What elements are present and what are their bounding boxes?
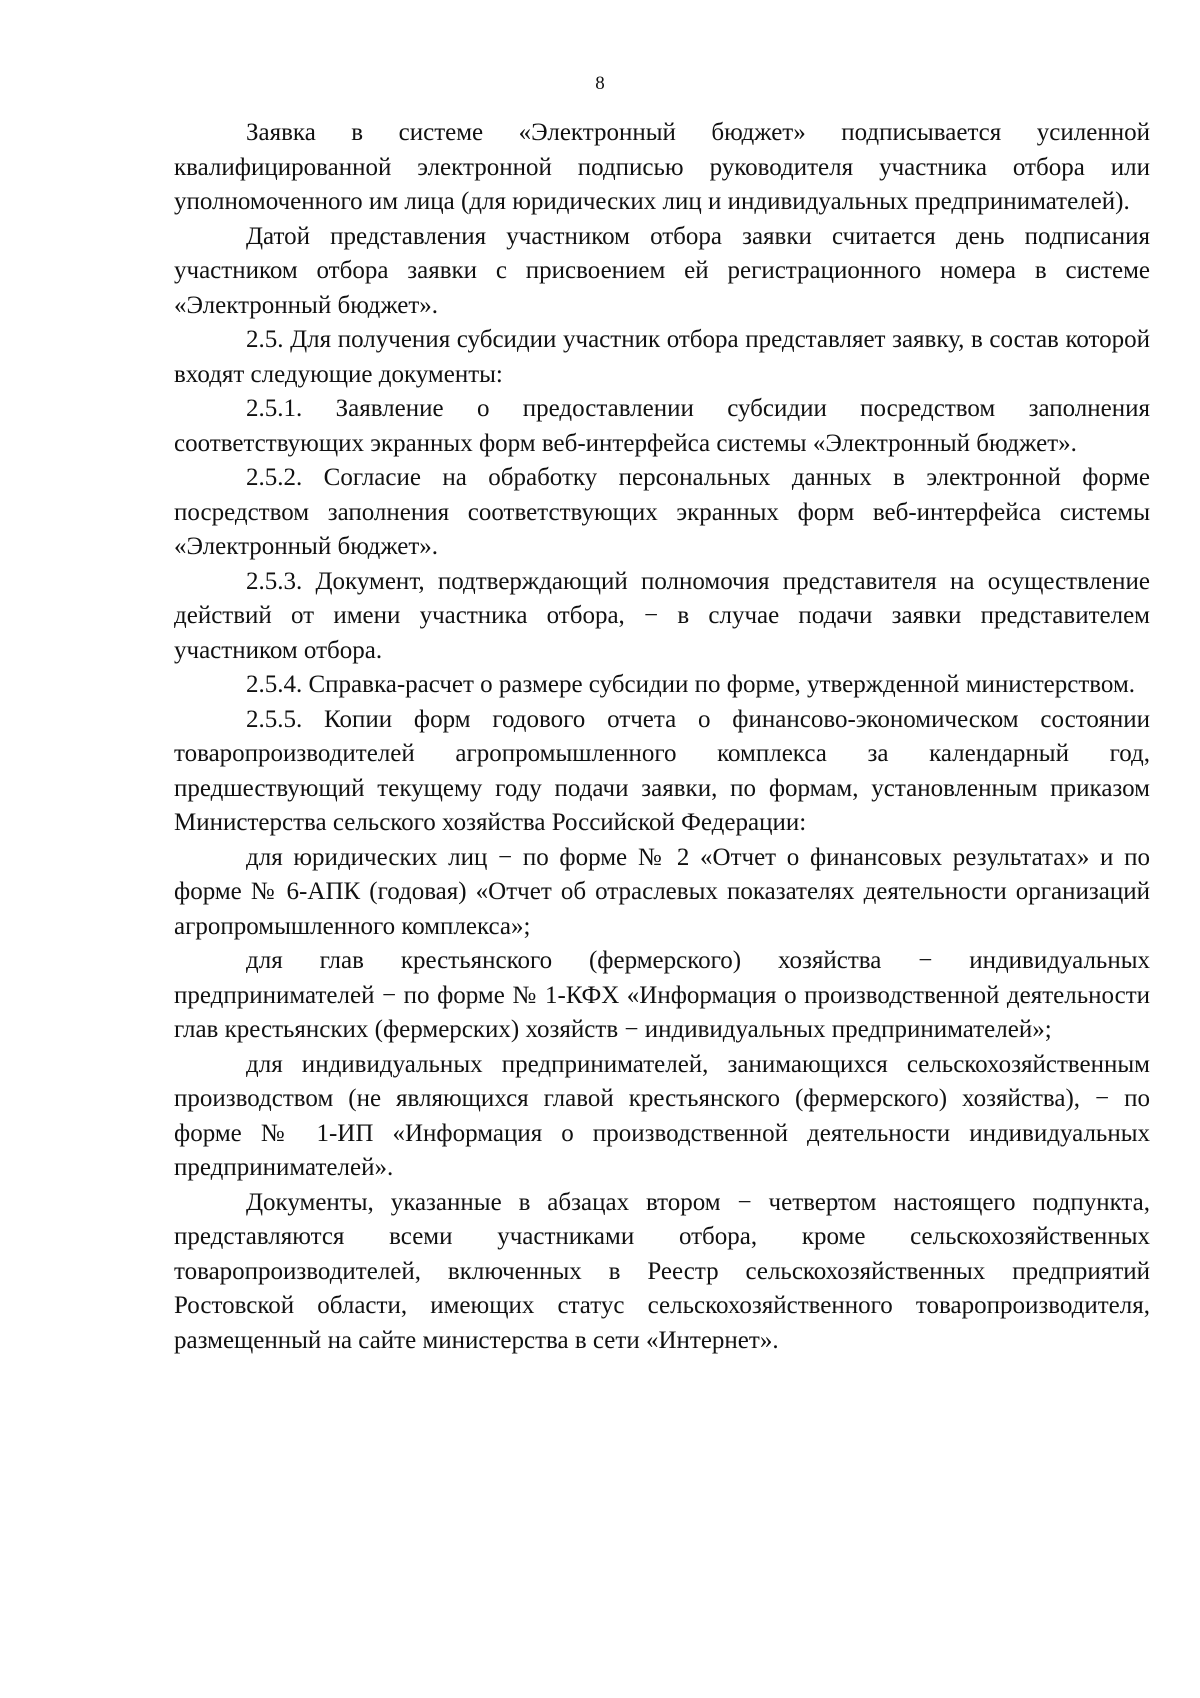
paragraph-farm-heads: для глав крестьянского (фермерского) хозяйства − индивидуальных предпринимателей − по форме № 1-КФХ «Информация о производственной деятельности глав крестьянских (фермерских) хозяйств − индивидуальных предпринимателей»; xyxy=(174,947,1150,1043)
paragraph-2-5-1: 2.5.1. Заявление о предоставлении субсидии посредством заполнения соответствующих экранных форм веб-интерфейса системы «Электронный бюджет». xyxy=(174,395,1150,457)
paragraph-individual-entrepreneurs: для индивидуальных предпринимателей, занимающихся сельскохозяйственным производством (не являющихся главой крестьянского (фермерского) хозяйства), − по форме № 1-ИП «Информация о производственной деятельности индивидуальных предпринимателей». xyxy=(174,1050,1150,1181)
paragraph-2-5-4: 2.5.4. Справка-расчет о размере субсидии по форме, утвержденной министерством. xyxy=(246,671,1136,698)
paragraph-2-5: 2.5. Для получения субсидии участник отбора представляет заявку, в состав которой входят следующие документы: xyxy=(174,326,1150,388)
paragraph-2-5-3: 2.5.3. Документ, подтверждающий полномочия представителя на осуществление действий от имени участника отбора, − в случае подачи заявки представителем участником отбора. xyxy=(174,567,1150,664)
paragraph-submission-date: Датой представления участником отбора заявки считается день подписания участником отбора заявки с присвоением ей регистрационного номера в системе «Электронный бюджет». xyxy=(174,222,1150,319)
paragraph-signature: Заявка в системе «Электронный бюджет» подписывается усиленной квалифицированной электронной подписью руководителя участника отбора или уполномоченного им лица (для юридических лиц и индивидуальных предпринимателей). xyxy=(174,119,1150,215)
paragraph-legal-entities: для юридических лиц − по форме № 2 «Отчет о финансовых результатах» и по форме № 6-АПК (годовая) «Отчет об отраслевых показателях деятельности организаций агропромышленного комплекса»; xyxy=(174,843,1150,940)
paragraph-2-5-5: 2.5.5. Копии форм годового отчета о финансово-экономическом состоянии товаропроизводителей агропромышленного комплекса за календарный год, предшествующий текущему году подачи заявки, по формам, установленным приказом Министерства сельского хозяйства Российской Федерации: xyxy=(174,705,1150,836)
paragraph-2-5-2: 2.5.2. Согласие на обработку персональных данных в электронной форме посредством заполнения соответствующих экранных форм веб-интерфейса системы «Электронный бюджет». xyxy=(174,464,1150,560)
page-number: 8 xyxy=(595,73,605,94)
document-body xyxy=(174,116,1150,1358)
paragraph-documents-note: Документы, указанные в абзацах втором − четвертом настоящего подпункта, представляются всеми участниками отбора, кроме сельскохозяйственных товаропроизводителей, включенных в Реестр сельскохозяйственных предприятий Ростовской области, имеющих статус сельскохозяйственного товаропроизводителя, размещенный на сайте министерства в сети «Интернет». xyxy=(174,1188,1150,1354)
